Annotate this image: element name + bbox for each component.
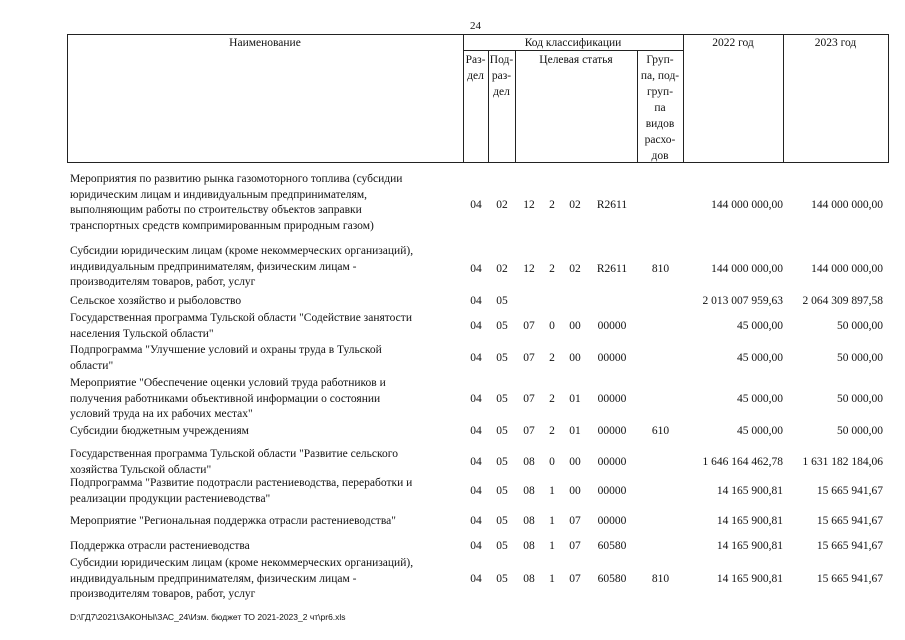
code-t4: 00000 (597, 425, 627, 437)
amount-2022: 45 000,00 (737, 393, 783, 405)
header-name: Наименование (229, 37, 301, 49)
amount-2022: 45 000,00 (737, 425, 783, 437)
amount-2023: 15 665 941,67 (816, 515, 883, 527)
amount-2022: 14 165 900,81 (716, 540, 783, 552)
amount-2023: 144 000 000,00 (811, 263, 883, 275)
row-name: Субсидии бюджетным учреждениям (70, 425, 249, 437)
code-t4: 60580 (597, 573, 627, 585)
amount-2023: 144 000 000,00 (811, 199, 883, 211)
header-year-2022: 2022 год (712, 37, 754, 49)
amount-2023: 50 000,00 (837, 352, 883, 364)
code-t3: 07 (569, 540, 581, 552)
amount-2023: 50 000,00 (837, 393, 883, 405)
row-name: Мероприятие "Обеспечение оценки условий труда работников и получения работниками объективной информации о состоянии условий труда на их рабочих местах" (70, 377, 386, 420)
code-t2: 0 (549, 320, 555, 332)
code-pr: 02 (496, 263, 508, 275)
amount-2023: 1 631 182 184,06 (802, 456, 883, 468)
code-r: 04 (470, 456, 482, 468)
code-t3: 02 (569, 263, 581, 275)
amount-2023: 15 665 941,67 (816, 540, 883, 552)
code-t2: 2 (549, 425, 555, 437)
code-r: 04 (470, 295, 482, 307)
amount-2022: 14 165 900,81 (716, 515, 783, 527)
code-vr: 810 (651, 573, 670, 585)
row-name: Подпрограмма "Улучшение условий и охраны труда в Тульской области" (70, 344, 382, 372)
row-name: Субсидии юридическим лицам (кроме некоммерческих организаций), индивидуальным предпринимателям, физическим лицам - производителям товаров, работ, услуг (70, 557, 414, 600)
code-t2: 2 (549, 199, 555, 211)
code-t2: 2 (549, 352, 555, 364)
code-t3: 01 (569, 425, 581, 437)
code-t1: 08 (523, 485, 535, 497)
code-t2: 1 (549, 485, 555, 497)
amount-2022: 144 000 000,00 (711, 199, 783, 211)
code-pr: 05 (496, 295, 508, 307)
row-name: Подпрограмма "Развитие подотрасли растениеводства, переработки и реализации продукции растениеводства" (70, 477, 413, 505)
header-bottom-border (67, 162, 888, 163)
code-t4: 00000 (597, 352, 627, 364)
code-t3: 07 (569, 573, 581, 585)
code-t2: 2 (549, 263, 555, 275)
header-razdel: Раз- дел (465, 54, 486, 82)
row-name: Государственная программа Тульской области "Развитие сельского хозяйства Тульской области" (70, 448, 398, 476)
code-r: 04 (470, 199, 482, 211)
code-t1: 08 (523, 573, 535, 585)
code-t3: 02 (569, 199, 581, 211)
header-left-border (67, 34, 68, 163)
code-r: 04 (470, 425, 482, 437)
header-right-border (888, 34, 889, 163)
code-r: 04 (470, 573, 482, 585)
code-t3: 00 (569, 485, 581, 497)
code-t2: 0 (549, 456, 555, 468)
code-t1: 12 (523, 263, 535, 275)
amount-2023: 50 000,00 (837, 425, 883, 437)
code-pr: 05 (496, 393, 508, 405)
code-t2: 1 (549, 573, 555, 585)
header-code-group: Код классификации (524, 37, 622, 49)
header-expense-group: Груп- па, под- груп- па видов расхо- дов (640, 54, 680, 162)
amount-2023: 50 000,00 (837, 320, 883, 332)
row-name: Сельское хозяйство и рыболовство (70, 295, 242, 307)
code-r: 04 (470, 515, 482, 527)
code-t2: 1 (549, 515, 555, 527)
code-t1: 08 (523, 515, 535, 527)
code-t3: 00 (569, 320, 581, 332)
code-t1: 08 (523, 540, 535, 552)
code-t2: 1 (549, 540, 555, 552)
code-t4: R2611 (596, 263, 628, 275)
amount-2023: 2 064 309 897,58 (802, 295, 883, 307)
page-number: 24 (470, 20, 481, 32)
code-t4: 00000 (597, 320, 627, 332)
amount-2022: 144 000 000,00 (711, 263, 783, 275)
header-podrazdel: Под- раз- дел (489, 54, 514, 98)
row-name: Поддержка отрасли растениеводства (70, 540, 250, 552)
code-t1: 07 (523, 425, 535, 437)
code-group-right-border (683, 34, 684, 163)
code-t1: 07 (523, 352, 535, 364)
amount-2022: 1 646 164 462,78 (702, 456, 783, 468)
code-r: 04 (470, 393, 482, 405)
code-t4: 60580 (597, 540, 627, 552)
code-pr: 05 (496, 320, 508, 332)
code-pr: 02 (496, 199, 508, 211)
code-pr: 05 (496, 573, 508, 585)
code-vr: 810 (651, 263, 670, 275)
code-r: 04 (470, 540, 482, 552)
amount-2022: 45 000,00 (737, 352, 783, 364)
code-pr: 05 (496, 456, 508, 468)
code-t3: 00 (569, 352, 581, 364)
amount-2022: 2 013 007 959,63 (702, 295, 783, 307)
code-t3: 00 (569, 456, 581, 468)
code-t4: R2611 (596, 199, 628, 211)
code-t1: 08 (523, 456, 535, 468)
code-pr: 05 (496, 425, 508, 437)
code-pr: 05 (496, 352, 508, 364)
header-year-2023: 2023 год (814, 37, 857, 49)
amount-2023: 15 665 941,67 (816, 573, 883, 585)
code-t4: 00000 (597, 515, 627, 527)
code-r: 04 (470, 263, 482, 275)
row-name: Субсидии юридическим лицам (кроме некоммерческих организаций), индивидуальным предпринимателям, физическим лицам - производителям товаров, работ, услуг (70, 245, 414, 288)
code-t1: 07 (523, 320, 535, 332)
code-t2: 2 (549, 393, 555, 405)
code-t4: 00000 (597, 456, 627, 468)
header-target-article: Целевая статья (539, 54, 613, 66)
row-name: Государственная программа Тульской области "Содействие занятости населения Тульской области" (70, 312, 412, 340)
amount-2022: 45 000,00 (737, 320, 783, 332)
code-pr: 05 (496, 540, 508, 552)
row-name: Мероприятие "Региональная поддержка отрасли растениеводства" (70, 515, 396, 527)
code-t3: 07 (569, 515, 581, 527)
code-t4: 00000 (597, 393, 627, 405)
code-t1: 07 (523, 393, 535, 405)
code-r: 04 (470, 352, 482, 364)
year1-col-border (783, 34, 784, 163)
amount-2022: 14 165 900,81 (716, 485, 783, 497)
code-vr: 610 (651, 425, 670, 437)
row-name: Мероприятия по развитию рынка газомоторного топлива (субсидии юридическим лицам и индивидуальным предпринимателям, выполняющим работы по строительству объектов заправки транспортных средств компримированным природным газом) (70, 173, 403, 232)
amount-2022: 14 165 900,81 (716, 573, 783, 585)
file-path-footer: D:\ГД7\2021\ЗАКОНЫ\ЗАС_24\Изм. бюджет ТО 2021-2023_2 чт\pr6.xls (70, 612, 346, 622)
code-pr: 05 (496, 515, 508, 527)
amount-2023: 15 665 941,67 (816, 485, 883, 497)
code-pr: 05 (496, 485, 508, 497)
code-t3: 01 (569, 393, 581, 405)
code-t1: 12 (523, 199, 535, 211)
code-t4: 00000 (597, 485, 627, 497)
code-r: 04 (470, 485, 482, 497)
code-r: 04 (470, 320, 482, 332)
